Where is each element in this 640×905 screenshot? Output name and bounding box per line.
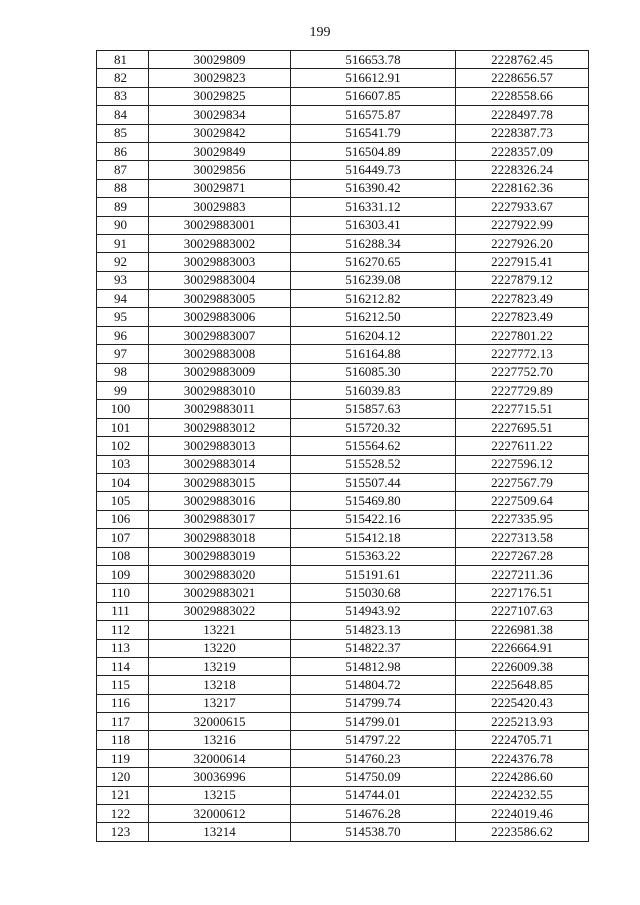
table-row — [97, 400, 589, 418]
table-row — [97, 87, 589, 105]
point-number-cell: 111 — [97, 602, 149, 620]
y-coordinate-cell: 2226981.38 — [456, 621, 589, 639]
y-coordinate-cell: 2228357.09 — [456, 142, 589, 160]
y-coordinate-cell: 2226009.38 — [456, 657, 589, 675]
point-id-cell: 30029883019 — [149, 547, 291, 565]
point-number-cell: 123 — [97, 823, 149, 841]
table-row — [97, 308, 589, 326]
table-row — [97, 51, 589, 69]
table-row — [97, 418, 589, 436]
point-number-cell: 107 — [97, 529, 149, 547]
point-id-cell: 32000615 — [149, 713, 291, 731]
point-id-cell: 30029825 — [149, 87, 291, 105]
x-coordinate-cell: 516239.08 — [291, 271, 456, 289]
point-number-cell: 99 — [97, 382, 149, 400]
point-number-cell: 81 — [97, 51, 149, 69]
point-id-cell: 30029871 — [149, 179, 291, 197]
table-row — [97, 565, 589, 583]
x-coordinate-cell: 515191.61 — [291, 565, 456, 583]
x-coordinate-cell: 514804.72 — [291, 676, 456, 694]
y-coordinate-cell: 2227567.79 — [456, 473, 589, 491]
point-number-cell: 101 — [97, 418, 149, 436]
point-id-cell: 13214 — [149, 823, 291, 841]
y-coordinate-cell: 2227926.20 — [456, 234, 589, 252]
x-coordinate-cell: 516607.85 — [291, 87, 456, 105]
x-coordinate-cell: 515422.16 — [291, 510, 456, 528]
y-coordinate-cell: 2228762.45 — [456, 51, 589, 69]
table-row — [97, 142, 589, 160]
point-number-cell: 105 — [97, 492, 149, 510]
point-number-cell: 112 — [97, 621, 149, 639]
y-coordinate-cell: 2227879.12 — [456, 271, 589, 289]
x-coordinate-cell: 514538.70 — [291, 823, 456, 841]
point-id-cell: 13219 — [149, 657, 291, 675]
page-number: 199 — [309, 25, 331, 40]
point-id-cell: 30029883010 — [149, 382, 291, 400]
point-number-cell: 106 — [97, 510, 149, 528]
point-id-cell: 30029883020 — [149, 565, 291, 583]
point-id-cell: 32000614 — [149, 749, 291, 767]
table-row — [97, 547, 589, 565]
y-coordinate-cell: 2227729.89 — [456, 382, 589, 400]
y-coordinate-cell: 2227107.63 — [456, 602, 589, 620]
point-number-cell: 109 — [97, 565, 149, 583]
table-row — [97, 382, 589, 400]
point-number-cell: 117 — [97, 713, 149, 731]
point-id-cell: 30029856 — [149, 161, 291, 179]
y-coordinate-cell: 2227915.41 — [456, 253, 589, 271]
y-coordinate-cell: 2227922.99 — [456, 216, 589, 234]
point-number-cell: 116 — [97, 694, 149, 712]
table-row — [97, 253, 589, 271]
point-number-cell: 103 — [97, 455, 149, 473]
y-coordinate-cell: 2227335.95 — [456, 510, 589, 528]
x-coordinate-cell: 516612.91 — [291, 69, 456, 87]
table-row — [97, 823, 589, 841]
table-row — [97, 161, 589, 179]
point-number-cell: 120 — [97, 768, 149, 786]
y-coordinate-cell: 2228162.36 — [456, 179, 589, 197]
point-number-cell: 108 — [97, 547, 149, 565]
point-number-cell: 121 — [97, 786, 149, 804]
point-number-cell: 96 — [97, 326, 149, 344]
x-coordinate-cell: 514760.23 — [291, 749, 456, 767]
point-id-cell: 30029883013 — [149, 437, 291, 455]
x-coordinate-cell: 516653.78 — [291, 51, 456, 69]
x-coordinate-cell: 516288.34 — [291, 234, 456, 252]
point-id-cell: 30029883017 — [149, 510, 291, 528]
x-coordinate-cell: 514676.28 — [291, 805, 456, 823]
point-id-cell: 30029823 — [149, 69, 291, 87]
table-row — [97, 749, 589, 767]
point-number-cell: 92 — [97, 253, 149, 271]
table-row — [97, 510, 589, 528]
x-coordinate-cell: 516331.12 — [291, 198, 456, 216]
x-coordinate-cell: 516204.12 — [291, 326, 456, 344]
point-number-cell: 114 — [97, 657, 149, 675]
table-row — [97, 271, 589, 289]
point-id-cell: 30029883018 — [149, 529, 291, 547]
table-row — [97, 786, 589, 804]
x-coordinate-cell: 514750.09 — [291, 768, 456, 786]
table-row — [97, 657, 589, 675]
point-id-cell: 30029883006 — [149, 308, 291, 326]
point-number-cell: 98 — [97, 363, 149, 381]
y-coordinate-cell: 2227509.64 — [456, 492, 589, 510]
point-number-cell: 94 — [97, 290, 149, 308]
x-coordinate-cell: 516164.88 — [291, 345, 456, 363]
y-coordinate-cell: 2224286.60 — [456, 768, 589, 786]
table-row — [97, 731, 589, 749]
point-id-cell: 30029834 — [149, 106, 291, 124]
point-number-cell: 89 — [97, 198, 149, 216]
point-number-cell: 97 — [97, 345, 149, 363]
table-row — [97, 179, 589, 197]
table-row — [97, 713, 589, 731]
point-number-cell: 90 — [97, 216, 149, 234]
point-number-cell: 85 — [97, 124, 149, 142]
x-coordinate-cell: 516270.65 — [291, 253, 456, 271]
point-id-cell: 13218 — [149, 676, 291, 694]
y-coordinate-cell: 2227176.51 — [456, 584, 589, 602]
point-id-cell: 30029883001 — [149, 216, 291, 234]
table-row — [97, 69, 589, 87]
y-coordinate-cell: 2228387.73 — [456, 124, 589, 142]
y-coordinate-cell: 2227313.58 — [456, 529, 589, 547]
x-coordinate-cell: 514822.37 — [291, 639, 456, 657]
table-row — [97, 529, 589, 547]
y-coordinate-cell: 2228558.66 — [456, 87, 589, 105]
y-coordinate-cell: 2224019.46 — [456, 805, 589, 823]
y-coordinate-cell: 2225420.43 — [456, 694, 589, 712]
x-coordinate-cell: 515412.18 — [291, 529, 456, 547]
y-coordinate-cell: 2223586.62 — [456, 823, 589, 841]
x-coordinate-cell: 514797.22 — [291, 731, 456, 749]
point-id-cell: 30029883014 — [149, 455, 291, 473]
point-number-cell: 82 — [97, 69, 149, 87]
x-coordinate-cell: 514744.01 — [291, 786, 456, 804]
point-id-cell: 30029849 — [149, 142, 291, 160]
point-id-cell: 30029883015 — [149, 473, 291, 491]
point-id-cell: 13216 — [149, 731, 291, 749]
point-number-cell: 115 — [97, 676, 149, 694]
table-row — [97, 345, 589, 363]
table-row — [97, 437, 589, 455]
x-coordinate-cell: 515528.52 — [291, 455, 456, 473]
y-coordinate-cell: 2225648.85 — [456, 676, 589, 694]
point-number-cell: 87 — [97, 161, 149, 179]
point-number-cell: 84 — [97, 106, 149, 124]
point-id-cell: 30029883008 — [149, 345, 291, 363]
point-number-cell: 95 — [97, 308, 149, 326]
y-coordinate-cell: 2228497.78 — [456, 106, 589, 124]
point-number-cell: 122 — [97, 805, 149, 823]
point-id-cell: 13220 — [149, 639, 291, 657]
y-coordinate-cell: 2227596.12 — [456, 455, 589, 473]
point-number-cell: 93 — [97, 271, 149, 289]
x-coordinate-cell: 516504.89 — [291, 142, 456, 160]
table-row — [97, 124, 589, 142]
table-row — [97, 639, 589, 657]
y-coordinate-cell: 2228656.57 — [456, 69, 589, 87]
x-coordinate-cell: 514812.98 — [291, 657, 456, 675]
table-row — [97, 216, 589, 234]
x-coordinate-cell: 516449.73 — [291, 161, 456, 179]
table-row — [97, 621, 589, 639]
x-coordinate-cell: 516390.42 — [291, 179, 456, 197]
table-row — [97, 455, 589, 473]
point-id-cell: 30029883011 — [149, 400, 291, 418]
y-coordinate-cell: 2224705.71 — [456, 731, 589, 749]
table-row — [97, 805, 589, 823]
coordinates-table-body — [97, 51, 589, 842]
y-coordinate-cell: 2228326.24 — [456, 161, 589, 179]
x-coordinate-cell: 516212.50 — [291, 308, 456, 326]
table-row — [97, 602, 589, 620]
y-coordinate-cell: 2227695.51 — [456, 418, 589, 436]
point-number-cell: 100 — [97, 400, 149, 418]
x-coordinate-cell: 515030.68 — [291, 584, 456, 602]
y-coordinate-cell: 2224376.78 — [456, 749, 589, 767]
y-coordinate-cell: 2227772.13 — [456, 345, 589, 363]
table-row — [97, 106, 589, 124]
x-coordinate-cell: 514799.01 — [291, 713, 456, 731]
x-coordinate-cell: 515564.62 — [291, 437, 456, 455]
point-id-cell: 30029883003 — [149, 253, 291, 271]
point-id-cell: 32000612 — [149, 805, 291, 823]
x-coordinate-cell: 515469.80 — [291, 492, 456, 510]
x-coordinate-cell: 516575.87 — [291, 106, 456, 124]
x-coordinate-cell: 516039.83 — [291, 382, 456, 400]
point-number-cell: 110 — [97, 584, 149, 602]
table-row — [97, 676, 589, 694]
point-id-cell: 30029883012 — [149, 418, 291, 436]
x-coordinate-cell: 516085.30 — [291, 363, 456, 381]
point-number-cell: 113 — [97, 639, 149, 657]
x-coordinate-cell: 514823.13 — [291, 621, 456, 639]
coordinates-table — [96, 50, 589, 842]
y-coordinate-cell: 2227823.49 — [456, 290, 589, 308]
y-coordinate-cell: 2227801.22 — [456, 326, 589, 344]
point-id-cell: 30029883002 — [149, 234, 291, 252]
y-coordinate-cell: 2227211.36 — [456, 565, 589, 583]
point-id-cell: 30029883009 — [149, 363, 291, 381]
table-row — [97, 694, 589, 712]
point-id-cell: 30036996 — [149, 768, 291, 786]
x-coordinate-cell: 515857.63 — [291, 400, 456, 418]
y-coordinate-cell: 2227752.70 — [456, 363, 589, 381]
point-id-cell: 30029809 — [149, 51, 291, 69]
point-id-cell: 13217 — [149, 694, 291, 712]
x-coordinate-cell: 516541.79 — [291, 124, 456, 142]
point-id-cell: 30029883004 — [149, 271, 291, 289]
y-coordinate-cell: 2226664.91 — [456, 639, 589, 657]
x-coordinate-cell: 515720.32 — [291, 418, 456, 436]
point-id-cell: 30029842 — [149, 124, 291, 142]
x-coordinate-cell: 516303.41 — [291, 216, 456, 234]
y-coordinate-cell: 2227611.22 — [456, 437, 589, 455]
point-id-cell: 30029883021 — [149, 584, 291, 602]
point-number-cell: 119 — [97, 749, 149, 767]
point-number-cell: 118 — [97, 731, 149, 749]
table-row — [97, 473, 589, 491]
y-coordinate-cell: 2227933.67 — [456, 198, 589, 216]
x-coordinate-cell: 514799.74 — [291, 694, 456, 712]
point-number-cell: 86 — [97, 142, 149, 160]
point-id-cell: 30029883005 — [149, 290, 291, 308]
point-number-cell: 83 — [97, 87, 149, 105]
y-coordinate-cell: 2224232.55 — [456, 786, 589, 804]
y-coordinate-cell: 2227715.51 — [456, 400, 589, 418]
x-coordinate-cell: 515363.22 — [291, 547, 456, 565]
table-row — [97, 492, 589, 510]
point-id-cell: 13215 — [149, 786, 291, 804]
table-row — [97, 290, 589, 308]
table-row — [97, 768, 589, 786]
y-coordinate-cell: 2225213.93 — [456, 713, 589, 731]
point-id-cell: 30029883007 — [149, 326, 291, 344]
table-row — [97, 326, 589, 344]
y-coordinate-cell: 2227267.28 — [456, 547, 589, 565]
point-id-cell: 30029883 — [149, 198, 291, 216]
point-number-cell: 88 — [97, 179, 149, 197]
table-row — [97, 198, 589, 216]
table-row — [97, 584, 589, 602]
x-coordinate-cell: 514943.92 — [291, 602, 456, 620]
point-id-cell: 13221 — [149, 621, 291, 639]
point-id-cell: 30029883016 — [149, 492, 291, 510]
x-coordinate-cell: 516212.82 — [291, 290, 456, 308]
table-row — [97, 234, 589, 252]
y-coordinate-cell: 2227823.49 — [456, 308, 589, 326]
point-id-cell: 30029883022 — [149, 602, 291, 620]
point-number-cell: 102 — [97, 437, 149, 455]
table-row — [97, 363, 589, 381]
point-number-cell: 91 — [97, 234, 149, 252]
x-coordinate-cell: 515507.44 — [291, 473, 456, 491]
point-number-cell: 104 — [97, 473, 149, 491]
